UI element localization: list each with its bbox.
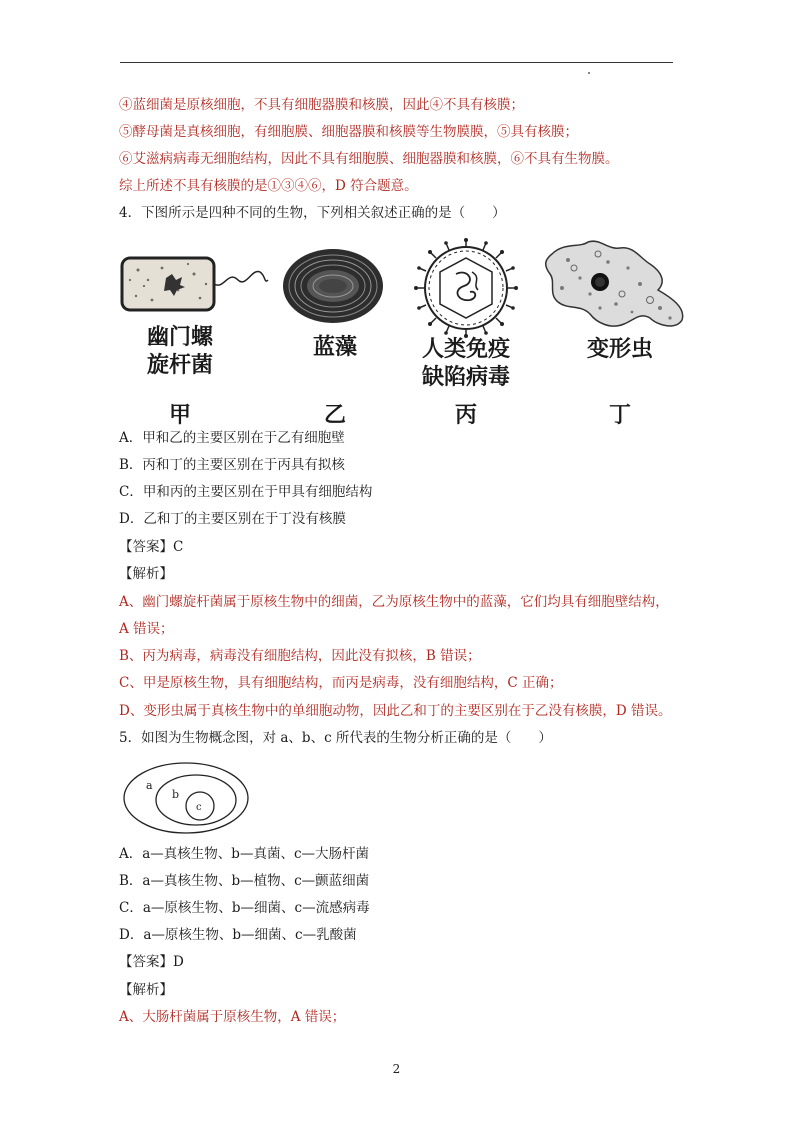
- q4-option-a: A．甲和乙的主要区别在于乙有细胞壁: [119, 430, 345, 446]
- ellipse-a: [124, 763, 248, 833]
- q4-option-b: B．丙和丁的主要区别在于丙具有拟核: [119, 457, 345, 473]
- analysis-line: ⑥艾滋病病毒无细胞结构，因此不具有细胞膜、细胞器膜和核膜，⑥不具有生物膜。: [119, 151, 619, 167]
- q4-analysis-line: D、变形虫属于真核生物中的单细胞动物，因此乙和丁的主要区别在于乙没有核膜，D 错误。: [119, 703, 672, 719]
- label-b: b: [172, 788, 180, 801]
- q4-option-c: C．甲和丙的主要区别在于甲具有细胞结构: [119, 484, 373, 500]
- q4-stem: 4．下图所示是四种不同的生物，下列相关叙述正确的是（ ）: [119, 205, 506, 221]
- page-number: 2: [392, 1062, 401, 1076]
- analysis-line: ④蓝细菌是原核细胞，不具有细胞器膜和核膜，因此④不具有核膜；: [119, 97, 524, 113]
- q4-analysis-line: A、幽门螺旋杆菌属于原核生物中的细菌，乙为原核生物中的蓝藻，它们均具有细胞壁结构，: [119, 594, 669, 610]
- q4-analysis-line: C、甲是原核生物，具有细胞结构，而丙是病毒，没有细胞结构，C 正确；: [119, 675, 563, 691]
- figure-letter-jia: 甲: [168, 403, 191, 428]
- header-rule: [120, 62, 673, 63]
- label-a: a: [146, 779, 153, 792]
- q5-analysis-title: 【解析】: [119, 982, 173, 998]
- q5-option-d: D．a—原核生物、b—细菌、c—乳酸菌: [119, 927, 357, 943]
- q4-analysis-line: A 错误；: [119, 621, 174, 637]
- helicobacter-figure: [118, 250, 273, 320]
- q5-option-b: B．a—真核生物、b—植物、c—颤蓝细菌: [119, 873, 370, 889]
- figure-name-jia-line2: 旋杆菌: [146, 353, 213, 378]
- analysis-line: 综上所述不具有核膜的是①③④⑥，D 符合题意。: [119, 178, 418, 194]
- amoeba-figure: [540, 238, 690, 334]
- header-dot: [588, 72, 590, 74]
- ellipse-b: [156, 775, 236, 825]
- analysis-line: ⑤酵母菌是真核细胞，有细胞膜、细胞器膜和核膜等生物膜膜，⑤具有核膜；: [119, 124, 578, 140]
- figure-name-jia-line1: 幽门螺: [146, 325, 213, 350]
- label-c: c: [196, 802, 202, 813]
- q4-option-d: D．乙和丁的主要区别在于丁没有核膜: [119, 511, 346, 527]
- q5-answer: 【答案】D: [119, 954, 184, 970]
- figure-name-bing-line1: 人类免疫: [421, 337, 510, 362]
- q5-stem: 5．如图为生物概念图，对 a、b、c 所代表的生物分析正确的是（ ）: [119, 730, 552, 746]
- q4-analysis-line: B、丙为病毒，病毒没有细胞结构，因此没有拟核，B 错误；: [119, 648, 481, 664]
- q5-option-a: A．a—真核生物、b—真菌、c—大肠杆菌: [119, 846, 370, 862]
- figure-name-ding: 变形虫: [586, 337, 653, 362]
- cyanobacteria-figure: [280, 246, 386, 326]
- figure-letter-ding: 丁: [608, 403, 631, 428]
- hiv-figure: [412, 238, 520, 338]
- q5-analysis-line: A、大肠杆菌属于原核生物，A 错误；: [119, 1009, 346, 1025]
- q4-analysis-title: 【解析】: [119, 566, 173, 582]
- figure-letter-bing: 丙: [454, 403, 477, 428]
- figure-name-bing-line2: 缺陷病毒: [421, 365, 510, 390]
- concept-diagram: [122, 760, 254, 836]
- q5-option-c: C．a—原核生物、b—细菌、c—流感病毒: [119, 900, 370, 916]
- q4-answer: 【答案】C: [119, 539, 184, 555]
- figure-letter-yi: 乙: [323, 403, 346, 428]
- figure-name-yi: 蓝藻: [312, 335, 357, 360]
